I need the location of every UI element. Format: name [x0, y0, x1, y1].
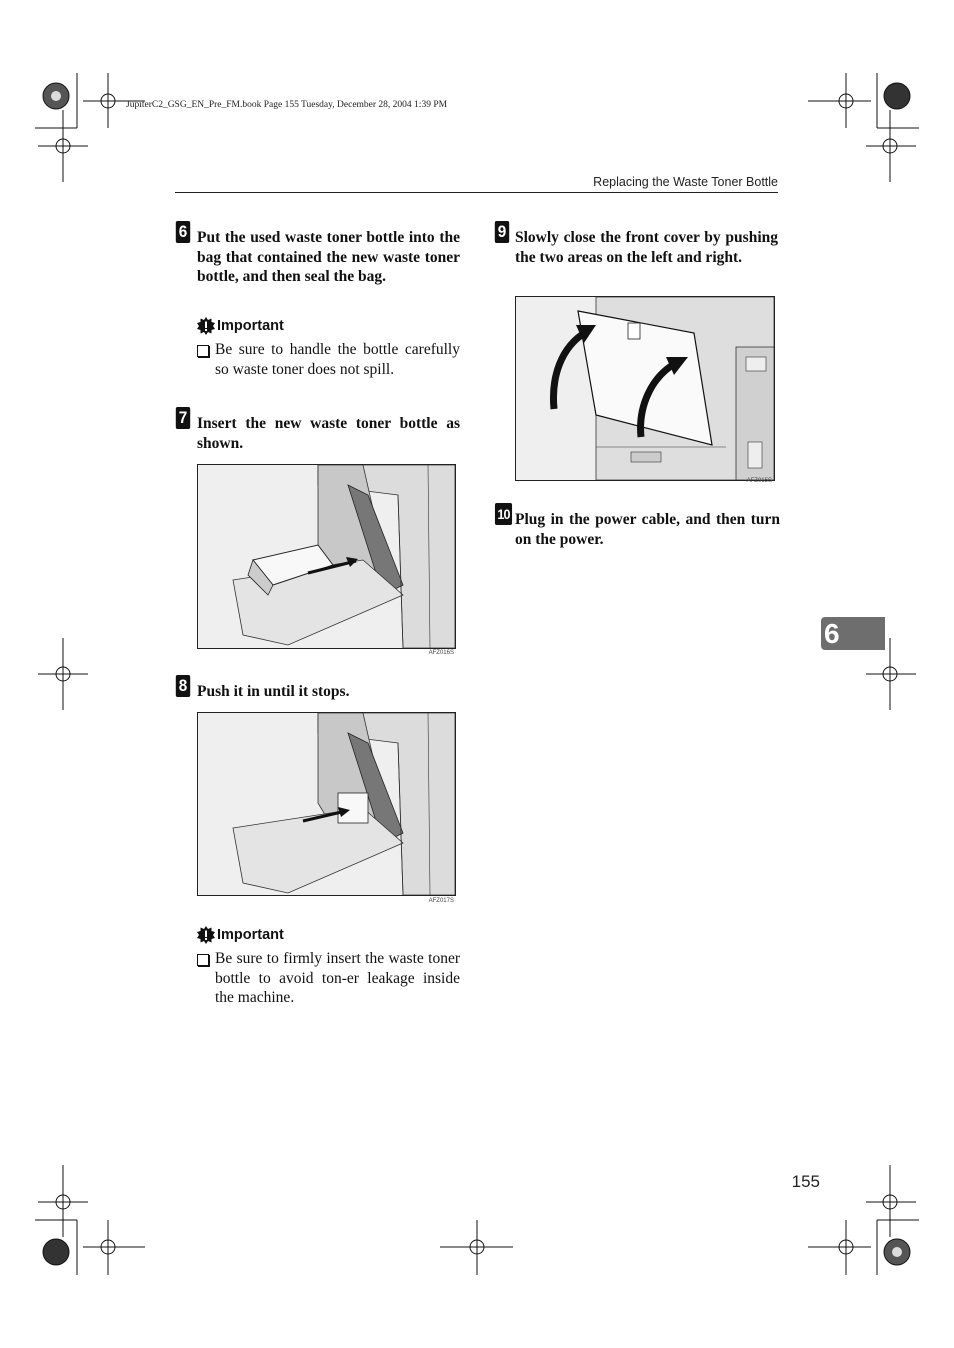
machine-illustration	[516, 297, 774, 480]
step-number: 10	[495, 503, 512, 525]
step-text: Plug in the power cable, and then turn on the power.	[515, 511, 780, 548]
machine-illustration	[198, 465, 455, 648]
header-rule	[175, 192, 778, 193]
step-text: Push it in until it stops.	[197, 683, 350, 700]
figure-push-bottle	[197, 712, 456, 896]
important-icon	[197, 926, 215, 944]
step-number: 6	[176, 221, 190, 243]
important-heading	[197, 926, 284, 944]
figure-code: AFZ016S	[428, 650, 454, 656]
figure-insert-bottle	[197, 464, 456, 649]
checkbox-bullet-icon	[197, 345, 209, 357]
step-text: Put the used waste toner bottle into the bag that contained the new waste toner bottle, and then seal the bag.	[197, 229, 460, 285]
chapter-tab: 6	[821, 617, 885, 650]
step-text: Insert the new waste toner bottle as shown.	[197, 415, 460, 452]
figure-close-cover	[515, 296, 775, 481]
important-label: Important	[217, 318, 284, 334]
machine-illustration	[198, 713, 455, 895]
figure-code: AFZ017S	[428, 898, 454, 904]
important-label: Important	[217, 927, 284, 943]
running-head: Replacing the Waste Toner Bottle	[593, 175, 778, 189]
important-icon	[197, 317, 215, 335]
step-number: 7	[176, 407, 190, 429]
figure-code: AFZ015S	[746, 478, 772, 484]
note-text: Be sure to handle the bottle carefully so waste toner does not spill.	[215, 341, 460, 378]
step-text: Slowly close the front cover by pushing the two areas on the left and right.	[515, 229, 778, 266]
printer-line: JupiterC2_GSG_EN_Pre_FM.book Page 155 Tuesday, December 28, 2004 1:39 PM	[126, 100, 448, 110]
important-note	[197, 340, 460, 379]
important-heading	[197, 317, 284, 335]
step-number: 8	[176, 675, 190, 697]
note-text: Be sure to firmly insert the waste toner bottle to avoid ton-er leakage inside the machine.	[215, 950, 460, 1006]
important-note	[197, 949, 460, 1008]
step-number: 9	[495, 221, 509, 243]
page-number: 155	[791, 1172, 820, 1191]
checkbox-bullet-icon	[197, 954, 209, 966]
